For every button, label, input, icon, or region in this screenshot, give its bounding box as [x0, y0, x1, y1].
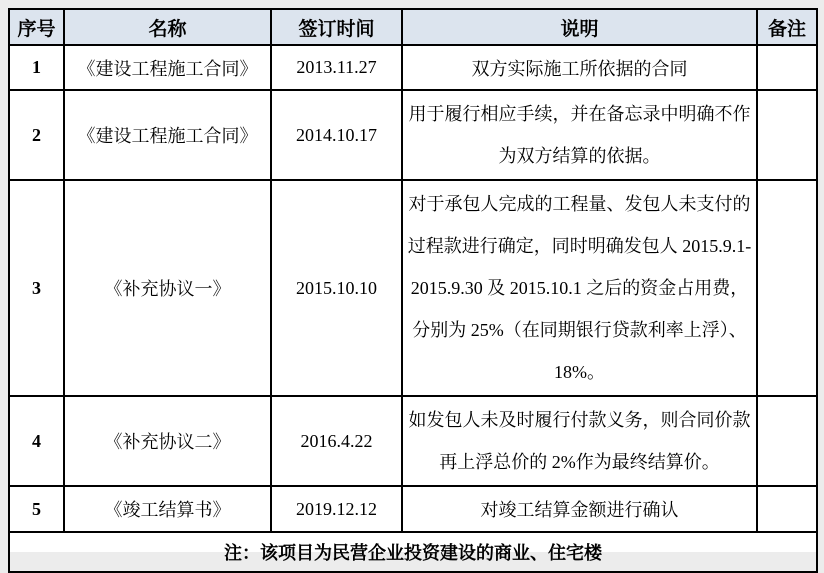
- cell-description: 对于承包人完成的工程量、发包人未支付的过程款进行确定，同时明确发包人 2015.9.1-2015.9.30 及 2015.10.1 之后的资金占用费，分别为 25%（在同期银行贷款利率上浮）、18%。: [402, 180, 757, 396]
- header-cell-serial: 序号: [9, 9, 64, 45]
- cell-note: [757, 180, 817, 396]
- cell-name: 《补充协议一》: [64, 180, 271, 396]
- cell-date: 2015.10.10: [271, 180, 402, 396]
- cell-name: 《建设工程施工合同》: [64, 90, 271, 180]
- cell-description: 如发包人未及时履行付款义务，则合同价款再上浮总价的 2%作为最终结算价。: [402, 396, 757, 486]
- header-cell-date: 签订时间: [271, 9, 402, 45]
- cell-name: 《补充协议二》: [64, 396, 271, 486]
- cell-note: [757, 486, 817, 532]
- table-row: [9, 396, 817, 486]
- cell-name: 《竣工结算书》: [64, 486, 271, 532]
- table-row: [9, 486, 817, 532]
- cell-description: 用于履行相应手续，并在备忘录中明确不作为双方结算的依据。: [402, 90, 757, 180]
- header-cell-description: 说明: [402, 9, 757, 45]
- cell-note: [757, 396, 817, 486]
- footnote-text: 注：该项目为民营企业投资建设的商业、住宅楼: [9, 532, 817, 572]
- cell-serial: 4: [9, 396, 64, 486]
- document-sheet: [8, 8, 816, 563]
- table-row: [9, 90, 817, 180]
- table-header-row: [9, 9, 817, 45]
- cell-date: 2019.12.12: [271, 486, 402, 532]
- cell-date: 2013.11.27: [271, 45, 402, 90]
- cell-description: 对竣工结算金额进行确认: [402, 486, 757, 532]
- cell-date: 2016.4.22: [271, 396, 402, 486]
- cell-serial: 1: [9, 45, 64, 90]
- cell-description: 双方实际施工所依据的合同: [402, 45, 757, 90]
- cell-serial: 3: [9, 180, 64, 396]
- cell-date: 2014.10.17: [271, 90, 402, 180]
- header-cell-name: 名称: [64, 9, 271, 45]
- cell-serial: 5: [9, 486, 64, 532]
- table-row: [9, 45, 817, 90]
- footnote-row: [9, 532, 817, 572]
- contract-table: [8, 8, 818, 573]
- cell-note: [757, 90, 817, 180]
- table-row: [9, 180, 817, 396]
- header-cell-note: 备注: [757, 9, 817, 45]
- cell-serial: 2: [9, 90, 64, 180]
- cell-name: 《建设工程施工合同》: [64, 45, 271, 90]
- cell-note: [757, 45, 817, 90]
